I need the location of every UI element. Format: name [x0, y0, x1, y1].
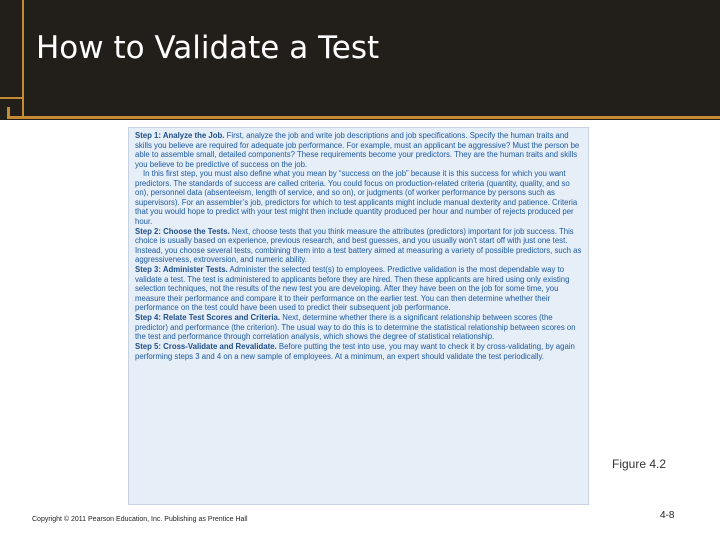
accent-corner-mark: [7, 107, 10, 119]
step-1-label: Step 1: Analyze the Job.: [135, 131, 225, 140]
step-2-text: Next, choose tests that you think measure the attributes (predictors) important for job success. This choice is usually based on experience, previous research, and best guesses, and you usually won’t start off with just one test. Instead, you choose several tests, combining them into a test battery aimed at measuring a variety of possible predictors, such as aggressiveness, extroversion, and numeric ability.: [135, 226, 582, 264]
step-3-label: Step 3: Administer Tests.: [135, 265, 228, 274]
copyright-notice: Copyright © 2011 Pearson Education, Inc. Publishing as Prentice Hall: [32, 516, 248, 523]
step-1-text: First, analyze the job and write job descriptions and job specifications. Specify the human traits and skills you believe are required for adequate job performance. For example, must an applicant be aggressive? Must the person be able to assemble small, detailed components? These requirements become your predictors. They are the human traits and skills you believe to be predictive of success on the job.: [135, 131, 580, 169]
figure-steps-box: [128, 127, 589, 505]
accent-line-vertical: [22, 0, 24, 118]
page-number: 4-8: [660, 510, 675, 521]
step-3: [135, 265, 584, 313]
slide-title: How to Validate a Test: [36, 30, 380, 66]
step-1-continuation: In this first step, you must also define what you mean by “success on the job” because it is this success for which you want predictors. The standards of success are called criteria. You could focus on production-related criteria (quantity, quality, and so on), personnel data (absenteeism, length of service, and so on), or judgments (of worker performance by persons such as supervisors). For an assembler’s job, predictors for which to test applicants might include manual dexterity and patience. Criteria that you would hope to predict with your test might then include quantity produced per hour and number of rejects produced per hour.: [135, 169, 578, 226]
step-2-label: Step 2: Choose the Tests.: [135, 226, 230, 236]
accent-line-left: [0, 97, 24, 99]
step-4: [135, 313, 584, 342]
figure-caption: Figure 4.2: [612, 457, 667, 471]
accent-line-horizontal: [7, 116, 720, 119]
step-4-text: Next, determine whether there is a significant relationship between scores (the predictor) and performance (the criterion). The usual way to do this is to determine the statistical relationship between scores on the test and performance through correlation analysis, which shows the degree of statistical relationship.: [135, 313, 576, 341]
step-1: [135, 131, 584, 226]
step-2: [135, 227, 584, 265]
step-4-label: Step 4: Relate Test Scores and Criteria.: [135, 313, 281, 322]
step-3-text: Administer the selected test(s) to employees. Predictive validation is the most dependable way to validate a test. The test is administered to applicants before they are hired. Then these applicants are hired using only existing selection techniques, not the results of the new test you are developing. After they have been on the job for some time, you measure their performance and compare it to their performance on the earlier test. You can then determine whether their performance on the test could have been used to predict their subsequent job performance.: [135, 265, 570, 312]
slide-header: [0, 0, 720, 120]
step-5-text: Before putting the test into use, you may want to check it by cross-validating, by again performing steps 3 and 4 on a new sample of employees. At a minimum, an expert should validate the test periodically.: [135, 342, 575, 361]
step-5: [135, 342, 584, 361]
step-5-label: Step 5: Cross-Validate and Revalidate.: [135, 342, 277, 351]
